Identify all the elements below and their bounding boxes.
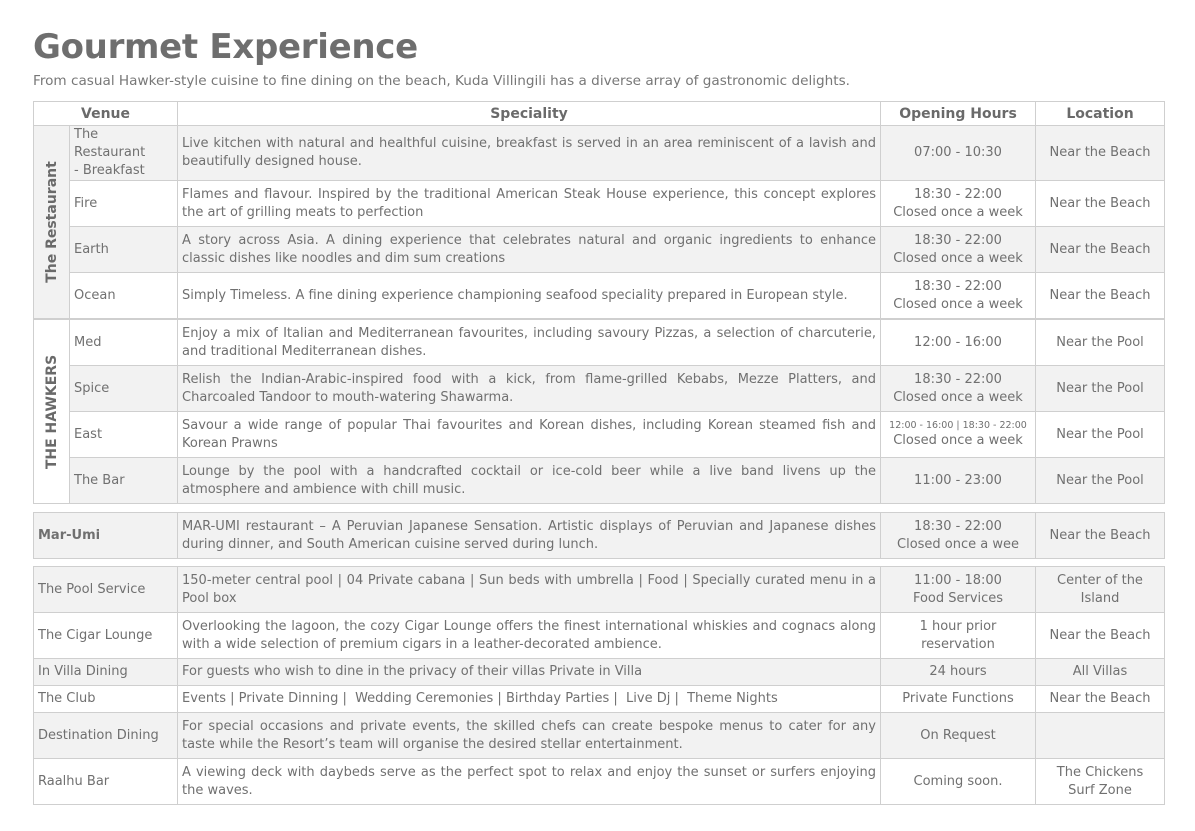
hours-cell [881,181,1036,227]
hours-line: 1 hour prior [919,618,997,634]
location-line: Near the Beach [1049,627,1151,643]
venue-cell: The Club [34,686,178,713]
hours-line: Food Services [912,590,1004,606]
hours-line: 11:00 - 18:00 [914,572,1002,588]
speciality-cell: Live kitchen with natural and healthful cuisine, breakfast is served in an area reminiscent of a lavish and beautifully designed house. [178,126,881,181]
speciality-cell: 150-meter central pool | 04 Private cabana | Sun beds with umbrella | Food | Specially curated menu in a Pool box [178,567,881,613]
speciality-cell: Savour a wide range of popular Thai favourites and Korean dishes, including Korean steamed fish and Korean Prawns [178,412,881,458]
venue-cell: Fire [70,181,178,227]
hours-line: Closed once a wee [897,536,1019,552]
table-row [34,320,1165,366]
location-line: Island [1080,590,1120,606]
hours-cell [881,458,1036,504]
venue-cell: Ocean [70,273,178,319]
hours-cell [881,759,1036,805]
location-cell: Near the Pool [1036,458,1165,504]
location-cell: Near the Beach [1036,513,1165,559]
table-row [34,458,1165,504]
table-row [34,713,1165,759]
hours-line: 07:00 - 10:30 [914,145,1002,160]
location-cell: Near the Beach [1036,181,1165,227]
venue-cell: Earth [70,227,178,273]
venue-cell: The Pool Service [34,567,178,613]
hours-line: Coming soon. [913,773,1003,789]
group-label-text: The Restaurant [43,161,60,283]
hours-line: Closed once a week [893,204,1023,220]
column-header-venue: Venue [34,102,178,126]
services-table [33,566,1165,805]
column-header-location: Location [1036,102,1165,126]
speciality-cell: Events | Private Dinning | Wedding Ceremonies | Birthday Parties | Live Dj | Theme Nights [178,686,881,713]
hours-line: 24 hours [929,664,987,679]
table-row [34,227,1165,273]
location-cell: Near the Beach [1036,227,1165,273]
location-cell: Near the Pool [1036,320,1165,366]
speciality-cell: MAR-UMI restaurant – A Peruvian Japanese Sensation. Artistic displays of Peruvian and Japanese dishes during dinner, and South American cuisine served during lunch. [178,513,881,559]
hours-cell [881,126,1036,181]
location-cell: Near the Beach [1036,126,1165,181]
speciality-cell: A viewing deck with daybeds serve as the perfect spot to relax and enjoy the sunset or surfers enjoying the waves. [178,759,881,805]
location-line: The Chickens [1056,764,1144,780]
speciality-cell: For special occasions and private events, the skilled chefs can create bespoke menus to cater for any taste while the Resort’s team will organise the desired stellar entertainment. [178,713,881,759]
group-label-text: THE HAWKERS [43,354,60,469]
table-row [34,181,1165,227]
hours-line: Closed once a week [893,389,1023,405]
page-title: Gourmet Experience [33,27,418,67]
venue-cell: The Cigar Lounge [34,613,178,659]
venue-cell: In Villa Dining [34,659,178,686]
speciality-cell: Relish the Indian-Arabic-inspired food with a kick, from flame-grilled Kebabs, Mezze Platters, and Charcoaled Tandoor to mouth-watering Shawarma. [178,366,881,412]
restaurant-table [33,101,1165,319]
marumi-table [33,512,1165,559]
page-subtitle: From casual Hawker-style cuisine to fine dining on the beach, Kuda Villingili has a diverse array of gastronomic delights. [33,73,850,89]
hours-line: Closed once a week [893,433,1023,448]
column-header-hours: Opening Hours [881,102,1036,126]
hours-cell [881,567,1036,613]
hours-cell [881,320,1036,366]
hours-line: 18:30 - 22:00 [914,518,1002,534]
venue-cell: Mar-Umi [34,513,178,559]
speciality-cell: Lounge by the pool with a handcrafted cocktail or ice-cold beer while a live band livens up the atmosphere and ambience with chill music. [178,458,881,504]
table-row [34,659,1165,686]
table-row [34,513,1165,559]
venue-cell: Destination Dining [34,713,178,759]
speciality-cell: Enjoy a mix of Italian and Mediterranean favourites, including savoury Pizzas, a selection of charcuterie, and traditional Mediterranean dishes. [178,320,881,366]
table-row [34,273,1165,319]
hours-line: 12:00 - 16:00 | 18:30 - 22:00 [889,420,1027,431]
hours-line: On Request [920,727,996,743]
speciality-cell: A story across Asia. A dining experience that celebrates natural and organic ingredients to enhance classic dishes like noodles and dim sum creations [178,227,881,273]
location-line: Surf Zone [1068,782,1132,798]
location-cell: Near the Pool [1036,412,1165,458]
hours-line: Private Functions [902,691,1014,706]
hours-line: 18:30 - 22:00 [914,371,1002,387]
venue-cell: Med [70,320,178,366]
hours-line: reservation [921,636,995,652]
hours-cell [881,273,1036,319]
hawkers-table [33,319,1165,504]
hours-line: 18:30 - 22:00 [914,278,1002,294]
venue-line: The Restaurant [74,127,146,160]
hours-cell [881,412,1036,458]
table-row [34,759,1165,805]
speciality-cell: Flames and flavour. Inspired by the traditional American Steak House experience, this concept explores the art of grilling meats to perfection [178,181,881,227]
table-row [34,366,1165,412]
hours-cell [881,659,1036,686]
hours-line: 18:30 - 22:00 [914,186,1002,202]
venue-cell: East [70,412,178,458]
hours-cell [881,713,1036,759]
venue-cell: Raalhu Bar [34,759,178,805]
hours-line: Closed once a week [893,296,1023,312]
location-line: Center of the [1057,572,1143,588]
hours-cell [881,686,1036,713]
hours-cell [881,366,1036,412]
table-row [34,686,1165,713]
hours-line: 12:00 - 16:00 [914,334,1002,350]
hours-line: 11:00 - 23:00 [914,472,1002,488]
venue-cell: The Bar [70,458,178,504]
speciality-cell: Overlooking the lagoon, the cozy Cigar Lounge offers the finest international whiskies and cognacs along with a wide selection of premium cigars in a leather-decorated ambience. [178,613,881,659]
table-header-row [34,102,1165,126]
location-cell [1036,659,1165,686]
location-cell: Near the Pool [1036,366,1165,412]
venue-cell: Spice [70,366,178,412]
venue-cell [70,126,178,181]
speciality-cell: Simply Timeless. A fine dining experience championing seafood speciality prepared in European style. [178,273,881,319]
hours-line: 18:30 - 22:00 [914,232,1002,248]
location-line: Near the Beach [1049,691,1151,706]
group-label-restaurant [34,126,70,319]
location-cell: Near the Beach [1036,273,1165,319]
table-row [34,126,1165,181]
speciality-cell: For guests who wish to dine in the privacy of their villas Private in Villa [178,659,881,686]
table-row [34,613,1165,659]
table-row [34,412,1165,458]
location-cell [1036,567,1165,613]
hours-line: Closed once a week [893,250,1023,266]
hours-cell [881,513,1036,559]
hours-cell [881,227,1036,273]
location-cell [1036,759,1165,805]
hours-cell [881,613,1036,659]
location-cell [1036,686,1165,713]
location-cell [1036,713,1165,759]
location-cell [1036,613,1165,659]
group-label-hawkers [34,320,70,504]
column-header-speciality: Speciality [178,102,881,126]
table-row [34,567,1165,613]
venue-line: - Breakfast [74,163,145,178]
location-line: All Villas [1072,664,1128,679]
